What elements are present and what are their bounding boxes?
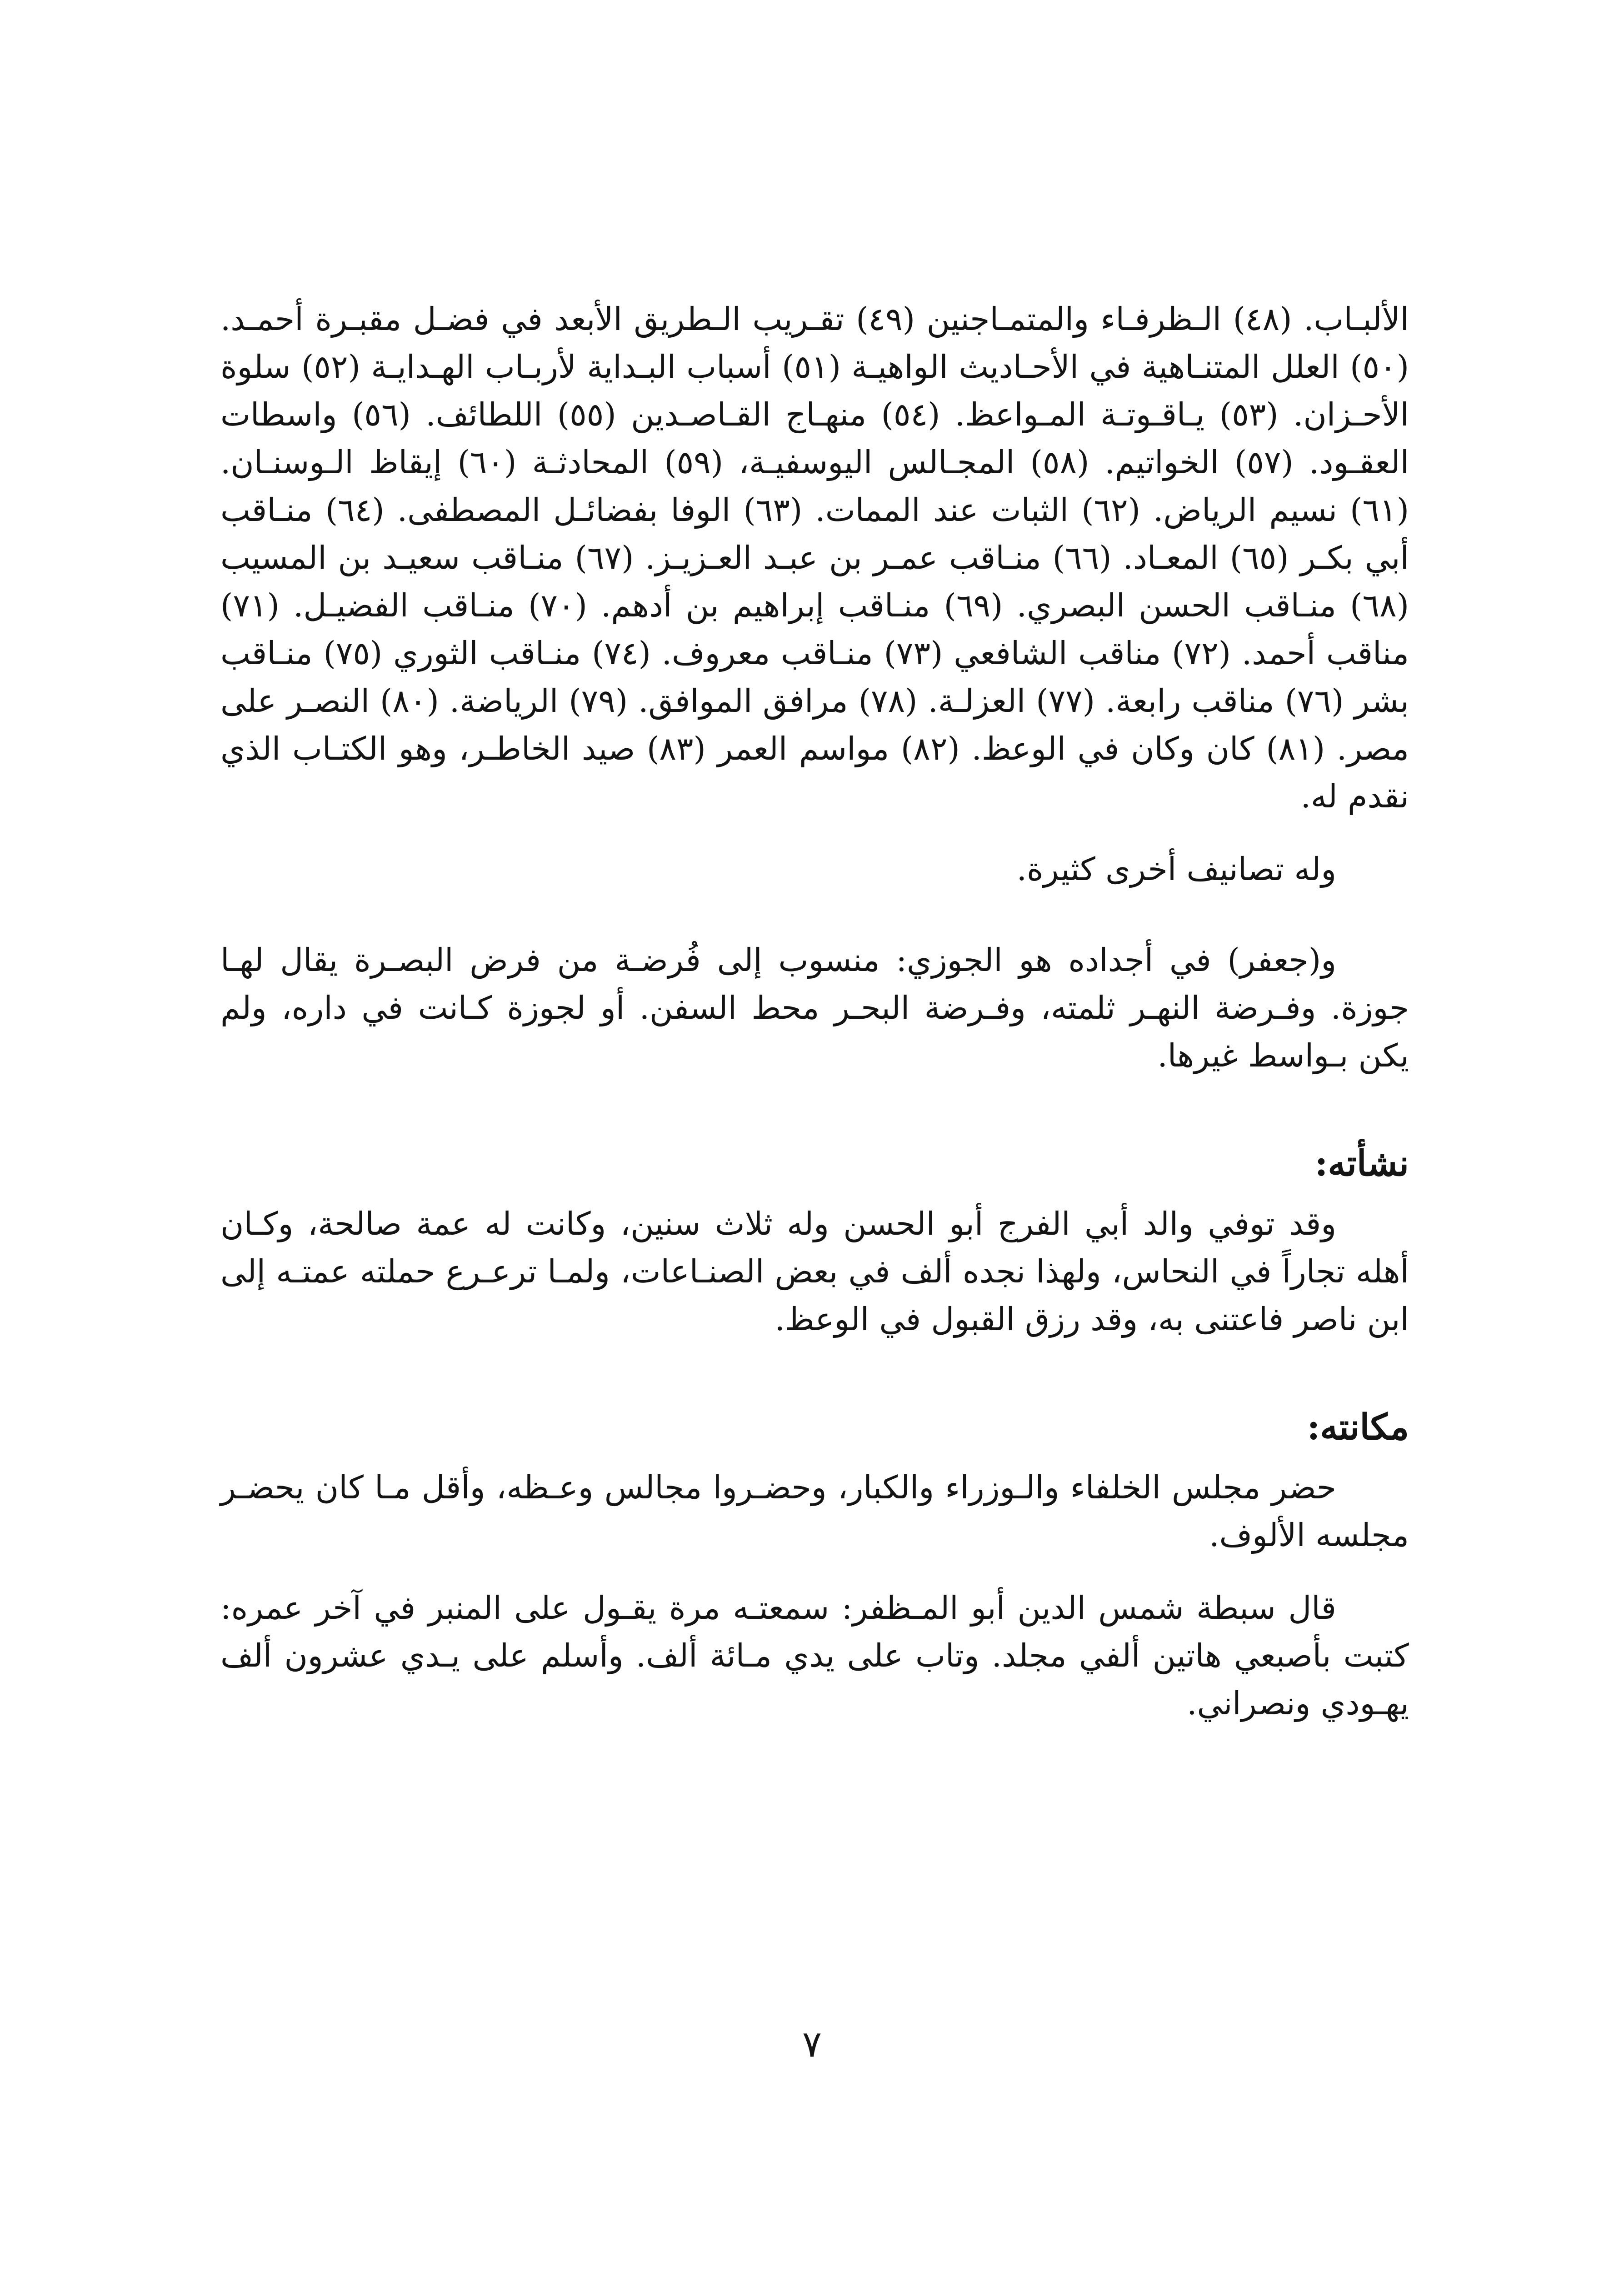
other-works-paragraph: وله تصانيف أخرى كثيرة. (1016, 851, 1336, 888)
lineage-paragraph: و(جعفر) في أجداده هو الجوزي: منسوب إلى فُرضـة من فرض البصـرة يقال لهـا جوزة. وفـرضة النهـر ثلمته، وفـرضة البحـر محط السفن. أو لجوزة كـانت في داره، ولم يكن بـواسط غيرها. (220, 941, 1409, 1074)
page-number: ٧ (802, 2023, 822, 2065)
status-paragraph: حضر مجلس الخلفاء والـوزراء والكبار، وحضـروا مجالس وعـظه، وأقل مـا كان يحضـر مجلسه الألوف. (220, 1469, 1409, 1554)
quote-paragraph: قال سبطة شمس الدين أبو المـظفر: سمعتـه مرة يقـول على المنبر في آخر عمره: كتبت بأصبعي هاتين ألفي مجلد. وتاب على يدي مـائة ألف. وأسلم على يـدي عشرون ألف يهـودي ونصراني. (220, 1589, 1409, 1722)
document-page (220, 295, 1409, 1727)
upbringing-paragraph: وقد توفي والد أبي الفرج أبو الحسن وله ثلاث سنين، وكانت له عمة صالحة، وكـان أهله تجاراً في النحاس، ولهذا نجده ألف في بعض الصنـاعات، ولمـا ترعـرع حملته عمتـه إلى ابن ناصر فاعتنى به، وقد رزق القبول في الوعظ. (220, 1205, 1409, 1338)
status-heading: مكانته: (1307, 1407, 1409, 1448)
works-list-paragraph: الألبـاب. (٤٨) الـظرفـاء والمتمـاجنين (٤٩) تقـريب الـطريق الأبعد في فضـل مقبـرة أحمـد. (٥٠) العلل المتنـاهية في الأحـاديث الواهيـة (٥١) أسباب البـداية لأربـاب الهـدايـة (٥٢) سلوة الأحـزان. (٥٣) يـاقـوتـة المـواعظ. (٥٤) منهـاج القـاصـدين (٥٥) اللطائف. (٥٦) واسطات العقـود. (٥٧) الخواتيم. (٥٨) المجـالس اليوسفيـة، (٥٩) المحادثـة (٦٠) إيقاظ الـوسنـان. (٦١) نسيم الرياض. (٦٢) الثبات عند الممات. (٦٣) الوفا بفضائـل المصطفى. (٦٤) منـاقب أبي بكـر (٦٥) المعـاد. (٦٦) منـاقب عمـر بن عبـد العـزيـز. (٦٧) منـاقب سعيـد بن المسيب (٦٨) منـاقب الحسن البصري. (٦٩) منـاقب إبراهيم بن أدهم. (٧٠) منـاقب الفضيـل. (٧١) مناقب أحمد. (٧٢) مناقب الشافعي (٧٣) منـاقب معروف. (٧٤) منـاقب الثوري (٧٥) منـاقب بشر (٧٦) مناقب رابعة. (٧٧) العزلـة. (٧٨) مرافق الموافق. (٧٩) الرياضة. (٨٠) النصـر على مصر. (٨١) كان وكان في الوعظ. (٨٢) مواسم العمر (٨٣) صيد الخاطـر، وهو الكتـاب الذي نقدم له. (220, 300, 1409, 815)
upbringing-heading: نشأته: (1314, 1143, 1409, 1184)
